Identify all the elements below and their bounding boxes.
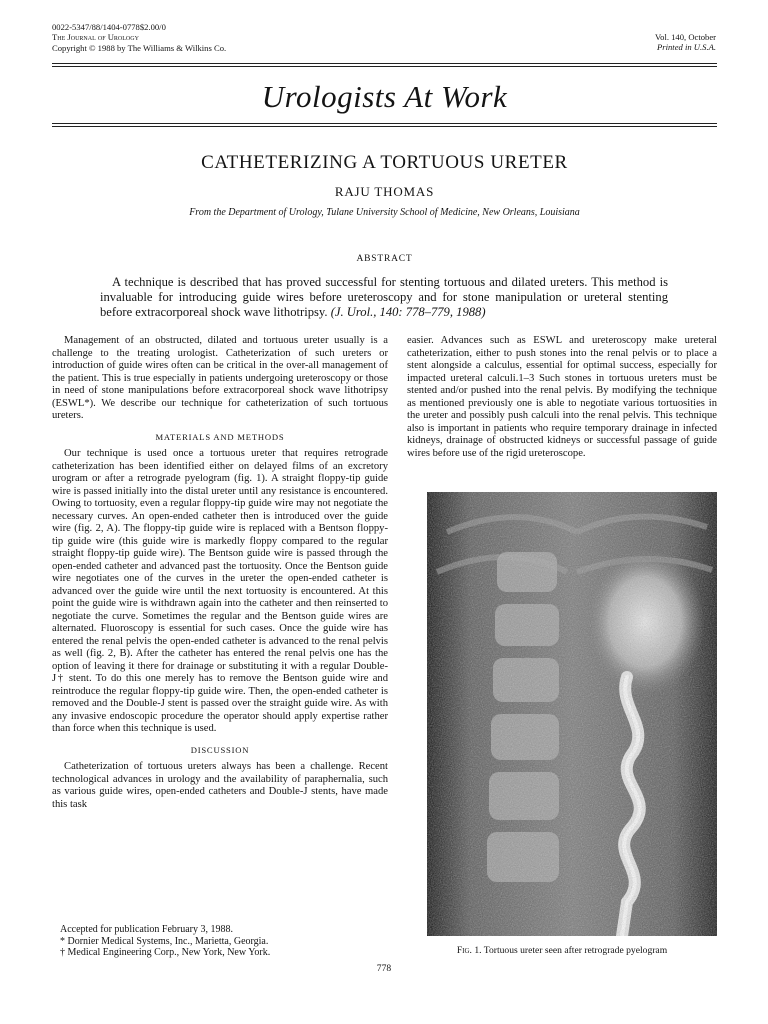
right-column: [407, 335, 717, 460]
abstract-text: A technique is described that has proved successful for stenting tortuous and dilated ureters. This method is invaluable for introducing guide wires before ureteroscopy and for stone manipulation or ureteral stenting before extracorporeal shock wave lithotripsy.: [100, 275, 668, 320]
printed-info: Printed in U.S.A.: [657, 42, 716, 53]
footnote-dornier: * Dornier Medical Systems, Inc., Marietta, Georgia.: [60, 935, 269, 947]
footnote-accepted: Accepted for publication February 3, 1988.: [60, 924, 234, 935]
abstract-citation: (J. Urol., 140: 778–779, 1988): [330, 305, 486, 320]
methods-paragraph: Our technique is used once a tortuous ureter that requires retrograde catheterization has been identified either on delayed films of an excretory urogram or after a retrograde pyelogram (fig. 1). A straight floppy-tip guide wire is passed initially into the distal ureter until any resistance is encountered. Owing to tortuosity, even a regular floppy-tip guide wire may not negotiate the necessary curves. An open-ended catheter then is introduced over the guide wire (fig. 2, A). The floppy-tip guide wire is replaced with a Bentson floppy-tip guide wire (this guide wire is markedly floppy compared to the regular straight floppy-tip guide wire). The Bentson guide wire is passed through the open-ended catheter and advanced past the tortuosity. Once the Bentson guide wire negotiates one of the curves in the ureter the open-ended catheter is advanced over the guide wire until the next tortuosity is encountered. At this point the guide wire is withdrawn again into the catheter and then reinserted to negotiate the curve. Sometimes the regular and the Bentson guide wires are alternated. Fluoroscopy is essential for such cases. Once the guide wire has entered the renal pelvis the open-ended catheter is advanced to the renal pelvis as well (fig. 2, B). After the catheter has entered the renal pelvis one has the option of leaving it there for drainage or substituting it with a regular Double-J† stent. To do this one merely has to remove the Bentson guide wire and reintroduce the regular floppy-tip guide wire. Then, the open-ended catheter is removed and the Double-J stent is passed over the straight guide wire. As with any invasive endoscopic procedure the operator should apply expertise rather than force when this technique is used.: [52, 448, 388, 734]
journal-name: The Journal of Urology: [52, 32, 139, 43]
copyright-line: Copyright © 1988 by The Williams & Wilkins Co.: [52, 42, 227, 53]
article-author: RAJU THOMAS: [334, 184, 435, 199]
pyelogram-image: [427, 492, 717, 936]
discussion-paragraph: Catheterization of tortuous ureters always has been a challenge. Recent technological advances in urology and the availability of paraphernalia, such as various guide wires, open-ended catheters and Double-J stents, have made this task: [52, 761, 388, 810]
right-column-paragraph: easier. Advances such as ESWL and ureteroscopy make ureteral catheterization, either to push stones into the renal pelvis or to place a stent alongside a calculus, essential for optimal success, especially for impacted ureteral calculi.1–3 Such stones in tortuous ureters must be stented and/or pushed into the renal pelvis. By modifying the technique as mentioned previously one is able to negotiate various tortuosities in the ureter and possibly push calculi into the renal pelvis. This technique also is important in patients who require temporary drainage in infected kidneys, drainage of obstructed kidneys or successful passage of guide wires before use of the rigid ureteroscope.: [407, 335, 717, 459]
intro-paragraph: Management of an obstructed, dilated and tortuous ureter usually is a challenge to the treating urologist. Catheterization of such ureters or introduction of guide wires often can be critical in the over-all management of the patient. This is true especially in patients undergoing ureteroscopy or those in need of stone manipulations before extracorporeal shock wave lithotripsy (ESWL*). We describe our technique for catheterization of such tortuous ureters.: [52, 335, 388, 421]
left-column: [52, 335, 388, 811]
running-header-right: [655, 32, 716, 53]
figure-caption: [407, 945, 717, 956]
page-number: 778: [376, 963, 392, 974]
figure-caption-text: Tortuous ureter seen after retrograde pyelogram: [483, 945, 668, 956]
discussion-heading: DISCUSSION: [190, 744, 250, 755]
article-title: CATHETERIZING A TORTUOUS URETER: [201, 152, 568, 173]
header-rule-top: [52, 63, 717, 67]
footnotes: [60, 924, 390, 959]
volume-info: Vol. 140, October: [655, 32, 716, 42]
methods-heading: MATERIALS AND METHODS: [155, 431, 285, 442]
abstract-body: [100, 275, 668, 321]
figure-radiograph: [427, 492, 717, 936]
article-code: 0022-5347/88/1404-0778$2.00/0: [52, 22, 166, 32]
running-header-left: [52, 22, 226, 53]
abstract-heading: ABSTRACT: [356, 254, 413, 264]
figure-label: Fig. 1.: [456, 945, 482, 956]
footnote-medical: † Medical Engineering Corp., New York, New York.: [60, 947, 271, 959]
section-title: Urologists At Work: [261, 79, 508, 114]
header-rule-bottom: [52, 123, 717, 127]
author-affiliation: From the Department of Urology, Tulane University School of Medicine, New Orleans, Louisiana: [189, 207, 580, 218]
